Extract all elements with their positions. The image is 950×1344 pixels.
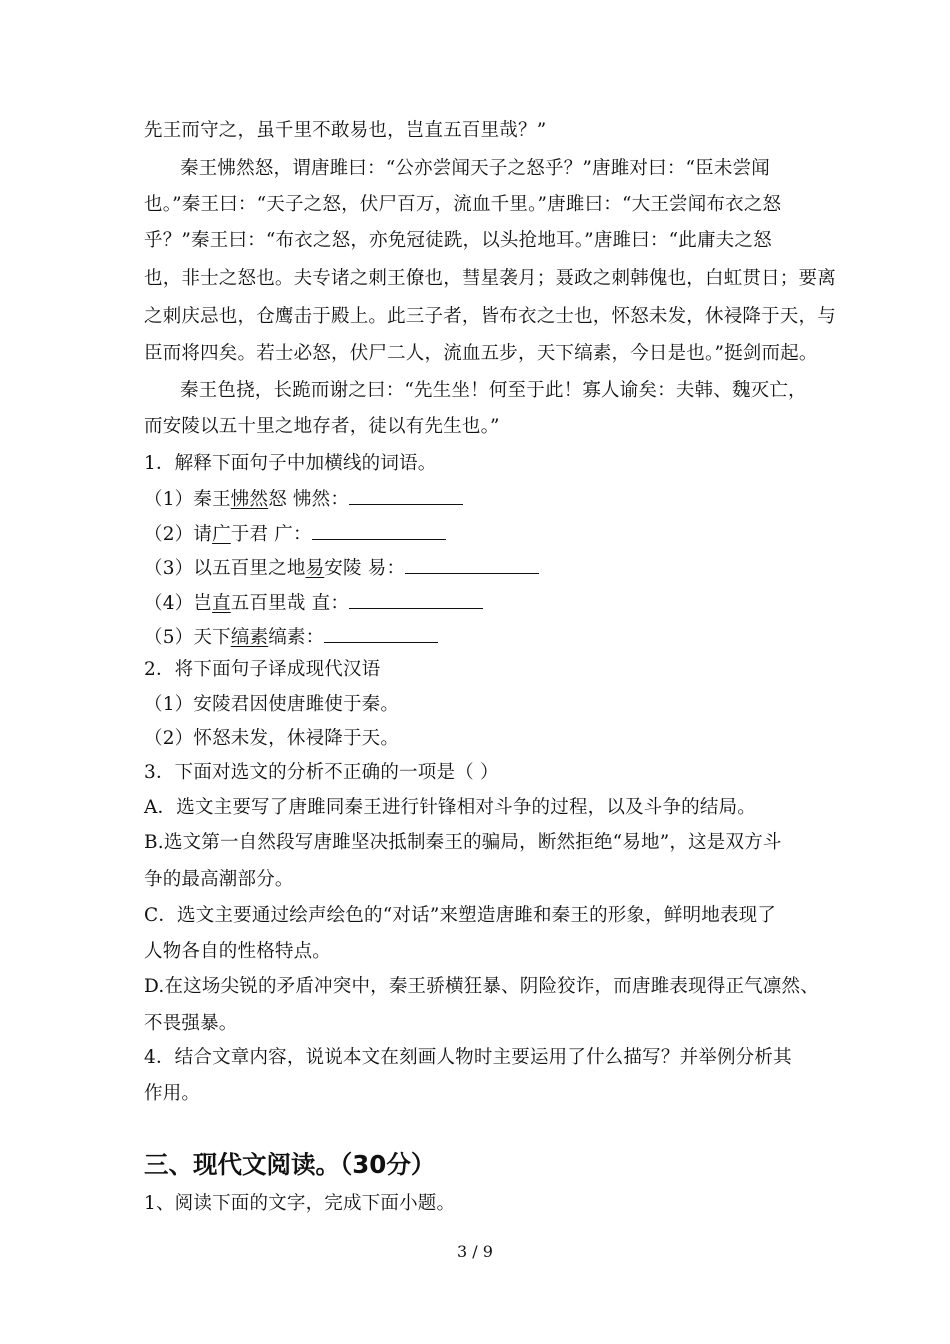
- answer-blank[interactable]: [312, 519, 446, 540]
- answer-blank[interactable]: [349, 588, 483, 609]
- question-4-stem-cont: 作用。: [144, 1083, 201, 1104]
- passage-line: 臣而将四矣。若士必怒，伏尸二人，流血五步，天下缟素，今日是也。”挺剑而起。: [144, 343, 818, 364]
- option-c: C．选文主要通过绘声绘色的“对话”来塑造唐雎和秦王的形象，鲜明地表现了: [144, 905, 777, 926]
- option-c-cont: 人物各自的性格特点。: [144, 941, 332, 962]
- section-intro: 1、阅读下面的文字，完成下面小题。: [144, 1193, 456, 1214]
- question-1-item-3: （3）以五百里之地易安陵 易：: [144, 553, 539, 583]
- passage-line: 之刺庆忌也，仓鹰击于殿上。此三子者，皆布衣之士也，怀怒未发，休祲降于天，与: [144, 306, 836, 327]
- underlined-word: 易: [305, 558, 325, 579]
- question-2-stem: 2．将下面句子译成现代汉语: [144, 659, 381, 680]
- answer-blank[interactable]: [349, 484, 463, 505]
- underlined-word: 直: [212, 593, 231, 614]
- answer-blank[interactable]: [324, 622, 438, 643]
- question-1-item-5: （5）天下缟素缟素：: [144, 622, 438, 652]
- question-1-item-1: （1）秦王怫然怒 怫然：: [144, 484, 463, 514]
- question-1-item-2: （2）请广于君 广：: [144, 519, 446, 549]
- passage-line: 乎？”秦王曰：“布衣之怒，亦免冠徒跣，以头抢地耳。”唐雎曰：“此庸夫之怒: [144, 230, 772, 251]
- question-2-item-1: （1）安陵君因使唐雎使于秦。: [144, 694, 400, 715]
- section-heading: 三、现代文阅读。（30分）: [144, 1150, 436, 1179]
- passage-line: 秦王怫然怒，谓唐雎曰：“公亦尝闻天子之怒乎？”唐雎对曰：“臣未尝闻: [180, 158, 770, 179]
- question-4-stem: 4．结合文章内容，说说本文在刻画人物时主要运用了什么描写？并举例分析其: [144, 1047, 792, 1068]
- underlined-word: 怫然: [230, 489, 269, 510]
- option-d-cont: 不畏强暴。: [144, 1013, 238, 1034]
- passage-line: 秦王色挠，长跪而谢之曰：“先生坐！何至于此！寡人谕矣：夫韩、魏灭亡，: [180, 380, 807, 401]
- question-1-item-4: （4）岂直五百里哉 直：: [144, 588, 483, 618]
- passage-line: 也。”秦王曰：“天子之怒，伏尸百万，流血千里。”唐雎曰：“大王尝闻布衣之怒: [144, 194, 782, 215]
- option-b: B.选文第一自然段写唐雎坚决抵制秦王的骗局，断然拒绝“易地”，这是双方斗: [144, 832, 782, 853]
- question-1-stem: 1．解释下面句子中加横线的词语。: [144, 453, 437, 474]
- answer-blank[interactable]: [405, 553, 539, 574]
- passage-line: 而安陵以五十里之地存者，徒以有先生也。”: [144, 416, 500, 437]
- underlined-word: 缟素: [230, 627, 269, 648]
- question-3-stem: 3．下面对选文的分析不正确的一项是（ ）: [144, 762, 499, 783]
- option-b-cont: 争的最高潮部分。: [144, 869, 294, 890]
- page-number: 3 / 9: [457, 1242, 493, 1261]
- passage-line: 先王而守之，虽千里不敢易也，岂直五百里哉？”: [144, 120, 547, 141]
- option-a: A．选文主要写了唐雎同秦王进行针锋相对斗争的过程，以及斗争的结局。: [144, 797, 756, 818]
- option-d: D.在这场尖锐的矛盾冲突中，秦王骄横狂暴、阴险狡诈，而唐雎表现得正气凛然、: [144, 976, 819, 997]
- question-2-item-2: （2）怀怒未发，休祲降于天。: [144, 728, 400, 749]
- underlined-word: 广: [212, 524, 231, 545]
- passage-line: 也，非士之怒也。夫专诸之刺王僚也，彗星袭月；聂政之刺韩傀也，白虹贯日；要离: [144, 268, 836, 289]
